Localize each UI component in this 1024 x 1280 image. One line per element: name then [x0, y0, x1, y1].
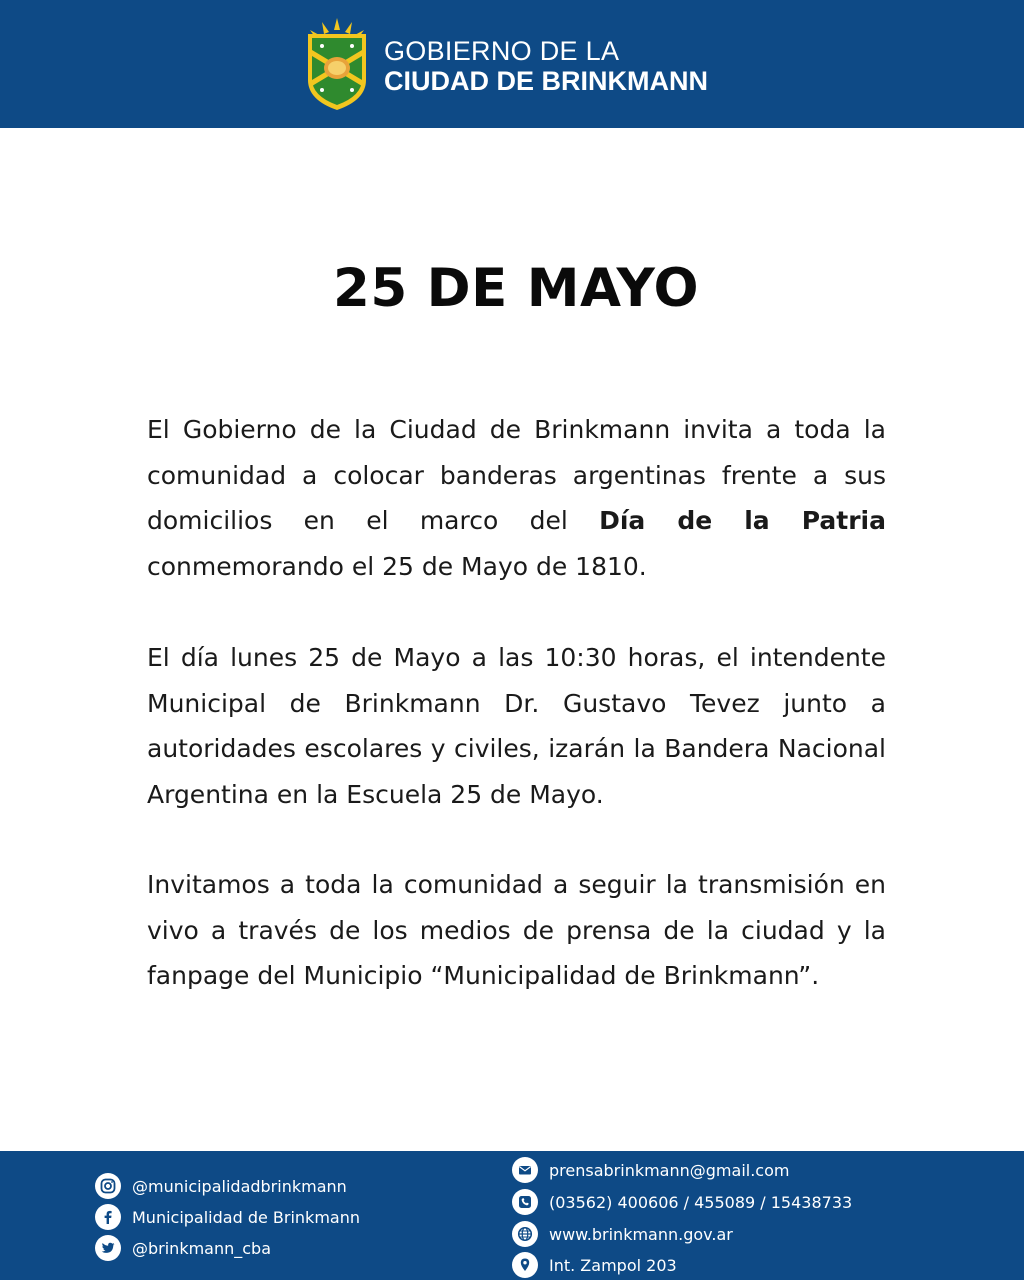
footer-website[interactable]	[512, 1221, 733, 1247]
footer-phone[interactable]	[512, 1189, 852, 1215]
street-address: Int. Zampol 203	[549, 1255, 677, 1275]
city-shield-logo	[302, 16, 372, 112]
globe-icon	[512, 1221, 538, 1247]
phone-icon	[512, 1189, 538, 1215]
paragraph-invitation-text-a: El Gobierno de la Ciudad de Brinkmann invita a toda la comunidad a colocar banderas argentinas frente a sus domicilios en el marco del	[147, 415, 886, 535]
facebook-icon	[95, 1204, 121, 1230]
footer-instagram[interactable]	[95, 1173, 347, 1199]
government-title-line1: GOBIERNO DE LA	[384, 36, 620, 66]
twitter-handle: @brinkmann_cba	[132, 1238, 272, 1258]
footer-twitter[interactable]	[95, 1235, 271, 1261]
header-banner	[0, 0, 1024, 128]
footer-contact-bar	[0, 1151, 1024, 1280]
government-title	[384, 36, 708, 96]
location-pin-icon	[512, 1252, 538, 1278]
paragraph-flag-ceremony: El día lunes 25 de Mayo a las 10:30 horas, el intendente Municipal de Brinkmann Dr. Gustavo Tevez junto a autoridades escolares y civiles, izarán la Bandera Nacional Argentina en la Escuela 25 de Mayo.	[147, 643, 886, 809]
announcement-title: 25 DE MAYO	[332, 258, 700, 319]
instagram-handle: @municipalidadbrinkmann	[132, 1176, 347, 1196]
email-address: prensabrinkmann@gmail.com	[549, 1160, 790, 1180]
phone-numbers: (03562) 400606 / 455089 / 15438733	[549, 1192, 853, 1212]
footer-email[interactable]	[512, 1157, 789, 1183]
email-icon	[512, 1157, 538, 1183]
facebook-page-name: Municipalidad de Brinkmann	[132, 1207, 360, 1227]
paragraph-invitation-text-b: conmemorando el 25 de Mayo de 1810.	[147, 551, 647, 581]
government-title-line2: CIUDAD DE BRINKMANN	[384, 66, 708, 96]
instagram-icon	[95, 1173, 121, 1199]
paragraph-broadcast: Invitamos a toda la comunidad a seguir la transmisión en vivo a través de los medios de prensa de la ciudad y la fanpage del Municipio “Municipalidad de Brinkmann”.	[147, 870, 886, 990]
twitter-icon	[95, 1235, 121, 1261]
paragraph-invitation-bold: Día de la Patria	[599, 506, 886, 535]
paragraph-invitation	[147, 407, 886, 589]
footer-address[interactable]	[512, 1252, 677, 1278]
footer-facebook[interactable]	[95, 1204, 360, 1230]
website-url: www.brinkmann.gov.ar	[549, 1224, 733, 1244]
